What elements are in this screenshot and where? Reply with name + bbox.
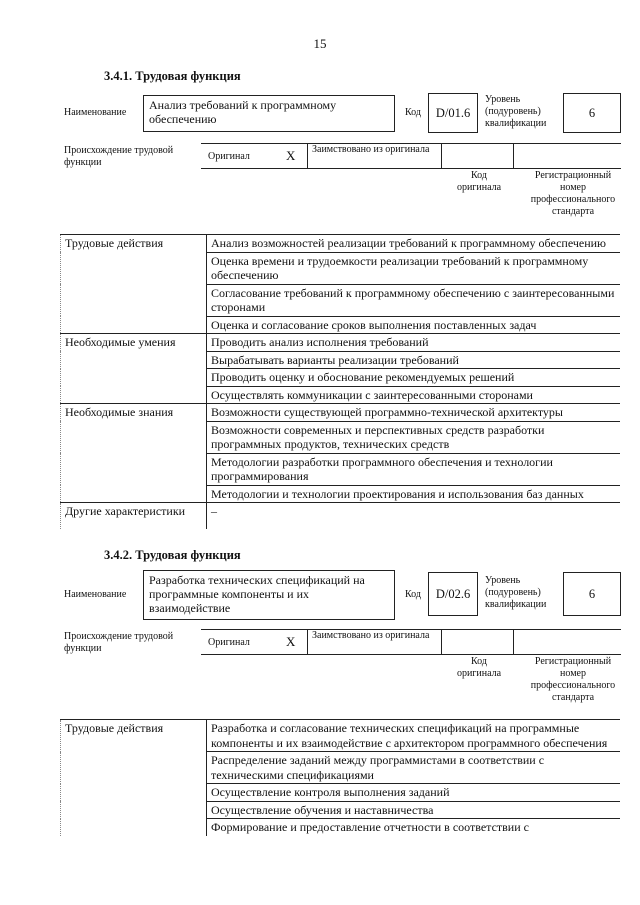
section-title: 3.4.2. Трудовая функция xyxy=(104,548,241,562)
code-label: Код xyxy=(405,589,421,600)
function-table xyxy=(60,234,620,529)
list-item: Оценка и согласование сроков выполнения поставленных задач xyxy=(207,316,621,334)
list-item: Вырабатывать варианты реализации требований xyxy=(207,351,621,369)
group-label: Трудовые действия xyxy=(61,720,207,836)
original-mark: X xyxy=(286,148,296,163)
level-value: 6 xyxy=(563,572,621,616)
group-label: Необходимые умения xyxy=(61,334,207,404)
group-label: Другие характеристики xyxy=(61,503,207,530)
reg-number-label: Регистрационный номер профессионального стандарта xyxy=(530,170,616,217)
list-item: Согласование требований к программному обеспечению с заинтересованными сторонами xyxy=(207,284,621,316)
origin-code-label: Код оригинала xyxy=(456,170,502,193)
code-label: Код xyxy=(405,107,421,118)
list-item: Проводить оценку и обоснование рекомендуемых решений xyxy=(207,369,621,387)
list-item: Методологии и технологии проектирования и использования баз данных xyxy=(207,485,621,503)
original-mark: X xyxy=(286,634,296,649)
section-title: 3.4.1. Трудовая функция xyxy=(104,69,241,83)
origin-label: Происхождение трудовой функции xyxy=(64,145,174,168)
reg-number-label: Регистрационный номер профессионального стандарта xyxy=(530,656,616,703)
borrowed-label: Заимствовано из оригинала xyxy=(312,144,430,155)
list-item: Формирование и предоставление отчетности в соответствии с xyxy=(211,820,529,834)
borrowed-label: Заимствовано из оригинала xyxy=(312,630,430,641)
list-item: Разработка и согласование технических спецификаций на программные компоненты и их взаимодействие с архитектором программного обеспечения xyxy=(207,720,621,752)
group-label: Необходимые знания xyxy=(61,404,207,503)
function-code: D/02.6 xyxy=(428,572,478,616)
list-item: Распределение заданий между программистами в соответствии с техническими спецификациями xyxy=(207,752,621,784)
function-name: Разработка технических спецификаций на программные компоненты и их взаимодействие xyxy=(143,570,395,620)
function-name: Анализ требований к программному обеспечению xyxy=(143,95,395,132)
list-item: – xyxy=(207,503,621,530)
original-label: Оригинал xyxy=(208,151,250,162)
original-label: Оригинал xyxy=(208,637,250,648)
list-item: Осуществление контроля выполнения заданий xyxy=(207,784,621,802)
list-item: Анализ возможностей реализации требований к программному обеспечению xyxy=(207,235,621,253)
origin-code-label: Код оригинала xyxy=(456,656,502,679)
list-item: Возможности современных и перспективных средств разработки программных продуктов, технических средств xyxy=(207,421,621,453)
page-number: 15 xyxy=(313,36,327,51)
name-label: Наименование xyxy=(64,107,127,118)
function-code: D/01.6 xyxy=(428,93,478,133)
level-value: 6 xyxy=(563,93,621,133)
list-item: Оценка времени и трудоемкости реализации требований к программному обеспечению xyxy=(207,252,621,284)
function-table xyxy=(60,719,620,836)
level-label: Уровень (подуровень) квалификации xyxy=(485,575,547,610)
list-item: Осуществление обучения и наставничества xyxy=(207,801,621,819)
list-item: Проводить анализ исполнения требований xyxy=(207,334,621,352)
origin-label: Происхождение трудовой функции xyxy=(64,631,174,654)
list-item: Возможности существующей программно-технической архитектуры xyxy=(207,404,621,422)
list-item: Осуществлять коммуникации с заинтересованными сторонами xyxy=(207,386,621,404)
level-label: Уровень (подуровень) квалификации xyxy=(485,94,547,129)
name-label: Наименование xyxy=(64,589,127,600)
group-label: Трудовые действия xyxy=(61,235,207,334)
list-item: Методологии разработки программного обеспечения и технологии программирования xyxy=(207,453,621,485)
